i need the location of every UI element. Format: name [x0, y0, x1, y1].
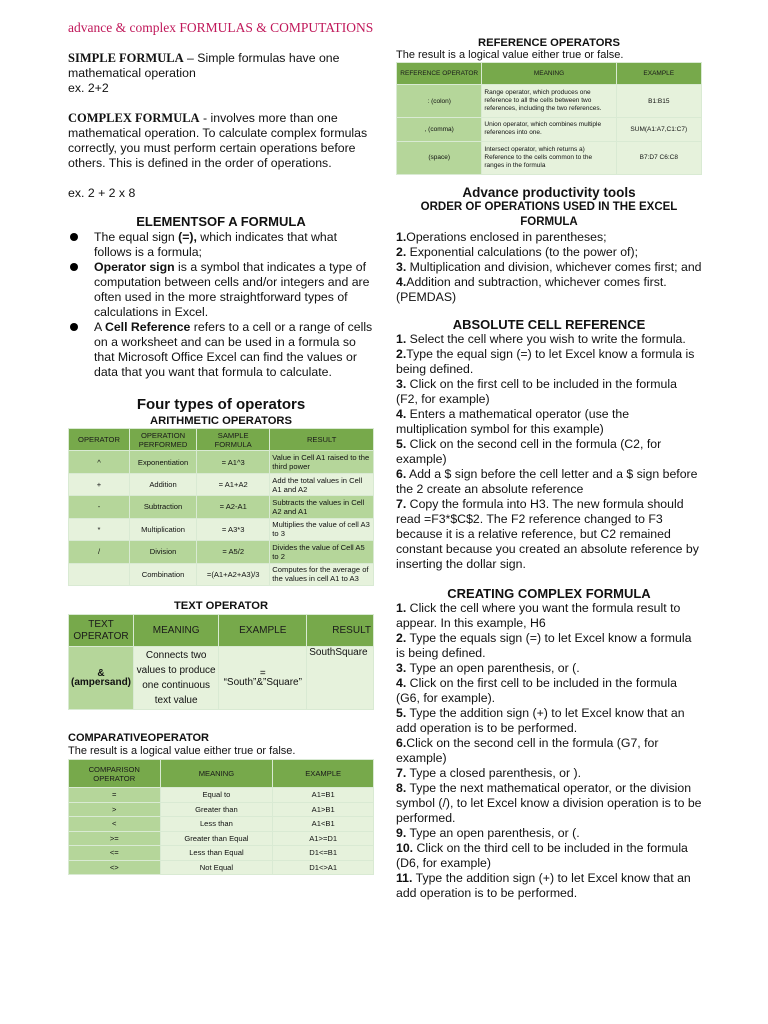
table-cell: /	[69, 541, 130, 563]
column-header: RESULT	[270, 429, 374, 451]
list-item	[396, 245, 702, 260]
table-cell: A1>B1	[273, 802, 374, 817]
table-cell: = A1^3	[197, 451, 270, 473]
table-cell: -	[69, 496, 130, 518]
table-cell: Less than	[160, 817, 273, 832]
table-cell: (space)	[397, 141, 482, 174]
table-cell: +	[69, 473, 130, 495]
table-cell: ^	[69, 451, 130, 473]
table-cell: Greater than	[160, 802, 273, 817]
list-item	[396, 871, 702, 901]
complex-formula-example: ex. 2 + 2 x 8	[68, 186, 136, 200]
step-number: 3.	[396, 377, 407, 391]
column-header: MEANING	[160, 760, 273, 788]
table-cell: A1<B1	[273, 817, 374, 832]
table-cell: = A3*3	[197, 518, 270, 540]
list-item	[396, 841, 702, 871]
table-cell: Subtraction	[130, 496, 197, 518]
table-cell: A1=B1	[273, 788, 374, 803]
table-cell: D1<=B1	[273, 846, 374, 861]
table-row	[69, 563, 374, 585]
complex-formula-text: - involves more than one mathematical operation. To calculate complex formulas correctly, you must perform certain operations before others. This is defined in the order of operations.	[68, 111, 368, 170]
step-number: 2.	[396, 347, 407, 361]
list-item	[396, 377, 702, 407]
step-text: Type the equal sign (=) to let Excel know a formula is being defined.	[396, 347, 695, 376]
step-text: Type an open parenthesis, or (.	[406, 661, 580, 675]
step-text: The equal sign	[94, 230, 179, 244]
list-item	[396, 766, 702, 781]
arithmetic-table	[68, 428, 374, 586]
text-operator-heading: TEXT OPERATOR	[173, 600, 269, 612]
step-text: Click on the third cell to be included in the formula (D6, for example)	[396, 841, 688, 870]
table-cell: & (ampersand)	[69, 647, 134, 710]
step-number: 8.	[396, 781, 407, 795]
step-number: 1.	[396, 332, 407, 346]
table-cell: *	[69, 518, 130, 540]
table-cell: =	[69, 788, 161, 803]
simple-formula-text: – Simple formulas have one mathematical operation	[68, 51, 340, 80]
table-cell: : (colon)	[397, 85, 482, 118]
step-number: 5.	[396, 706, 407, 720]
table-row	[69, 846, 374, 861]
table-cell: Exponentiation	[130, 451, 197, 473]
table-cell: Intersect operator, which returns a) Reference to the cells common to the ranges in the formula	[482, 141, 616, 174]
absolute-reference-list	[396, 332, 702, 572]
complex-formula-def	[68, 111, 374, 171]
table-cell: A1>=D1	[273, 831, 374, 846]
left-column	[68, 20, 374, 875]
operators-heading: Four types of operators	[136, 396, 306, 413]
table-cell: Value in Cell A1 raised to the third power	[270, 451, 374, 473]
step-text: Enters a mathematical operator (use the multiplication symbol for this example)	[396, 407, 630, 436]
table-header-row	[69, 615, 374, 647]
table-cell: B7:D7 C6:C8	[616, 141, 701, 174]
step-number: 4.	[396, 407, 407, 421]
list-item	[396, 601, 702, 631]
table-cell: Less than Equal	[160, 846, 273, 861]
list-item	[396, 781, 702, 826]
table-cell: , (comma)	[397, 118, 482, 141]
table-cell: Range operator, which produces one reference to all the cells between two references, including the two references.	[482, 85, 616, 118]
step-number: 7.	[396, 497, 407, 511]
step-number: 9.	[396, 826, 407, 840]
step-text: Select the cell where you wish to write the formula.	[406, 332, 686, 346]
step-number: 6.	[396, 736, 407, 750]
comparative-note: The result is a logical value either true or false.	[68, 745, 296, 757]
step-text: Multiplication and division, whichever comes first; and	[406, 260, 702, 274]
list-item	[396, 275, 702, 305]
table-cell: Addition	[130, 473, 197, 495]
step-text: Exponential calculations (to the power of);	[406, 245, 638, 259]
step-text: Type an open parenthesis, or (.	[406, 826, 580, 840]
step-text: Click on the second cell in the formula (C2, for example)	[396, 437, 662, 466]
step-text: A	[94, 320, 105, 334]
simple-formula-example: ex. 2+2	[68, 81, 109, 95]
table-cell: SouthSquare	[307, 647, 374, 710]
step-text: refers to a cell or a range of cells on a worksheet and can be used in a formula so that Microsoft Office Excel can find the values or data that you want that formula to calculate.	[94, 320, 373, 379]
table-cell: B1:B15	[616, 85, 701, 118]
column-header: EXAMPLE	[616, 63, 701, 85]
step-number: 6.	[396, 467, 407, 481]
step-number: Operator sign	[94, 260, 175, 274]
step-number: 7.	[396, 766, 407, 780]
table-cell: Connects two values to produce one continuous text value	[134, 647, 219, 710]
step-text: Click on the first cell to be included in the formula (F2, for example)	[396, 377, 677, 406]
table-cell: SUM(A1:A7,C1:C7)	[616, 118, 701, 141]
column-header: EXAMPLE	[273, 760, 374, 788]
table-cell: Add the total values in Cell A1 and A2	[270, 473, 374, 495]
list-item	[396, 826, 702, 841]
list-item	[396, 347, 702, 377]
complex-formula-term: COMPLEX FORMULA	[68, 111, 200, 125]
table-row	[397, 118, 702, 141]
table-row	[69, 831, 374, 846]
column-header: OPERATOR	[69, 429, 130, 451]
right-column	[396, 37, 702, 901]
step-text: Operations enclosed in parentheses;	[406, 230, 607, 244]
table-header-row	[397, 63, 702, 85]
column-header: COMPARISON OPERATOR	[69, 760, 161, 788]
table-cell: = A5/2	[197, 541, 270, 563]
table-cell: <>	[69, 860, 161, 875]
table-cell: <=	[69, 846, 161, 861]
list-item	[396, 260, 702, 275]
productivity-heading: Advance productivity tools	[462, 185, 636, 200]
list-item	[68, 320, 374, 380]
table-cell: Greater than Equal	[160, 831, 273, 846]
list-item	[396, 230, 702, 245]
list-item	[396, 497, 702, 572]
document-title: advance & complex FORMULAS & COMPUTATIONS	[68, 20, 374, 35]
list-item	[396, 631, 702, 661]
step-number: 1.	[396, 230, 407, 244]
absolute-reference-heading: ABSOLUTE CELL REFERENCE	[452, 317, 646, 332]
reference-note: The result is a logical value either true or false.	[396, 49, 624, 61]
elements-list	[68, 230, 374, 380]
bullet-icon	[70, 323, 78, 331]
step-text: is a symbol that indicates a type of computation between cells and/or integers and are often used in the more straightforward types of calculations in Excel.	[94, 260, 370, 319]
list-item	[68, 230, 374, 260]
simple-formula-term: SIMPLE FORMULA	[68, 51, 184, 65]
creating-complex-heading: CREATING COMPLEX FORMULA	[447, 586, 651, 601]
simple-formula-def	[68, 51, 374, 81]
list-item	[396, 676, 702, 706]
table-cell: Equal to	[160, 788, 273, 803]
table-cell: = A1+A2	[197, 473, 270, 495]
order-of-operations-list	[396, 230, 702, 305]
table-row	[69, 451, 374, 473]
column-header: MEANING	[482, 63, 616, 85]
table-row	[69, 802, 374, 817]
table-cell: Multiplication	[130, 518, 197, 540]
creating-complex-list	[396, 601, 702, 901]
step-number: 3.	[396, 260, 407, 274]
table-cell: >=	[69, 831, 161, 846]
comparative-heading: COMPARATIVEOPERATOR	[68, 732, 209, 744]
table-row	[69, 518, 374, 540]
step-number: Cell Reference	[104, 320, 191, 334]
column-header: RESULT	[307, 615, 374, 647]
table-cell: Subtracts the values in Cell A2 and A1	[270, 496, 374, 518]
step-number: 2.	[396, 631, 407, 645]
table-row	[69, 817, 374, 832]
table-cell: <	[69, 817, 161, 832]
step-text: Type the equals sign (=) to let Excel know a formula is being defined.	[396, 631, 692, 660]
table-cell: Combination	[130, 563, 197, 585]
comparative-table	[68, 759, 374, 875]
table-cell: Divides the value of Cell A5 to 2	[270, 541, 374, 563]
list-item	[396, 706, 702, 736]
list-item	[396, 661, 702, 676]
text-operator-table	[68, 614, 374, 710]
table-cell: = “South”&”Square”	[219, 647, 307, 710]
step-number: 2.	[396, 245, 407, 259]
column-header: OPERATION PERFORMED	[130, 429, 197, 451]
table-cell: Multiplies the value of cell A3 to 3	[270, 518, 374, 540]
step-text: which indicates that what follows is a formula;	[94, 230, 338, 259]
column-header: MEANING	[134, 615, 219, 647]
table-header-row	[69, 429, 374, 451]
step-number: 5.	[396, 437, 407, 451]
arithmetic-heading: ARITHMETIC OPERATORS	[150, 415, 292, 427]
list-item	[396, 437, 702, 467]
step-number: 10.	[396, 841, 414, 855]
column-header: TEXT OPERATOR	[69, 615, 134, 647]
step-text: Click the cell where you want the formula result to appear. In this example, H6	[396, 601, 681, 630]
table-cell: Computes for the average of the values in cell A1 to A3	[270, 563, 374, 585]
table-header-row	[69, 760, 374, 788]
step-text: Add a $ sign before the cell letter and a $ sign before the 2 create an absolute reference	[396, 467, 698, 496]
table-cell: >	[69, 802, 161, 817]
list-item	[396, 332, 702, 347]
reference-heading: REFERENCE OPERATORS	[478, 37, 620, 49]
list-item	[396, 467, 702, 497]
step-text: Type the addition sign (+) to let Excel know that an add operation is to be performed.	[396, 871, 691, 900]
step-number: 3.	[396, 661, 407, 675]
bullet-icon	[70, 263, 78, 271]
table-row	[69, 473, 374, 495]
step-text: Type a closed parenthesis, or ).	[406, 766, 582, 780]
list-item	[68, 260, 374, 320]
table-cell: Union operator, which combines multiple references into one.	[482, 118, 616, 141]
table-row	[69, 860, 374, 875]
reference-table	[396, 62, 702, 175]
step-text: Type the next mathematical operator, or the division symbol (/), to let Excel know a division operation is to be performed.	[396, 781, 702, 825]
elements-heading: ELEMENTSOF A FORMULA	[136, 214, 306, 229]
table-row	[397, 85, 702, 118]
step-number: (=),	[178, 230, 197, 244]
table-cell	[69, 563, 130, 585]
table-row	[69, 788, 374, 803]
table-row	[397, 141, 702, 174]
column-header: SAMPLE FORMULA	[197, 429, 270, 451]
table-row	[69, 496, 374, 518]
table-row	[69, 647, 374, 710]
step-text: Addition and subtraction, whichever comes first. (PEMDAS)	[396, 275, 667, 304]
list-item	[396, 736, 702, 766]
column-header: EXAMPLE	[219, 615, 307, 647]
table-cell: Division	[130, 541, 197, 563]
table-cell: D1<>A1	[273, 860, 374, 875]
step-number: 4.	[396, 275, 407, 289]
table-cell: = A2-A1	[197, 496, 270, 518]
table-cell: Not Equal	[160, 860, 273, 875]
step-text: Click on the first cell to be included in the formula (G6, for example).	[396, 676, 677, 705]
step-number: 1.	[396, 601, 407, 615]
step-text: Click on the second cell in the formula (G7, for example)	[396, 736, 659, 765]
step-text: Copy the formula into H3. The new formula should read =F3*$C$2. The F2 reference changed to F3 because it is a relative reference, but C2 remained constant because you created an absolute reference by inserting the dollar sign.	[396, 497, 699, 571]
table-row	[69, 541, 374, 563]
table-cell: =(A1+A2+A3)/3	[197, 563, 270, 585]
step-number: 11.	[396, 871, 413, 885]
column-header: REFERENCE OPERATOR	[397, 63, 482, 85]
list-item	[396, 407, 702, 437]
step-number: 4.	[396, 676, 407, 690]
bullet-icon	[70, 233, 78, 241]
order-of-operations-heading: ORDER OF OPERATIONS USED IN THE EXCEL FORMULA	[420, 201, 678, 228]
step-text: Type the addition sign (+) to let Excel know that an add operation is to be performed.	[396, 706, 685, 735]
